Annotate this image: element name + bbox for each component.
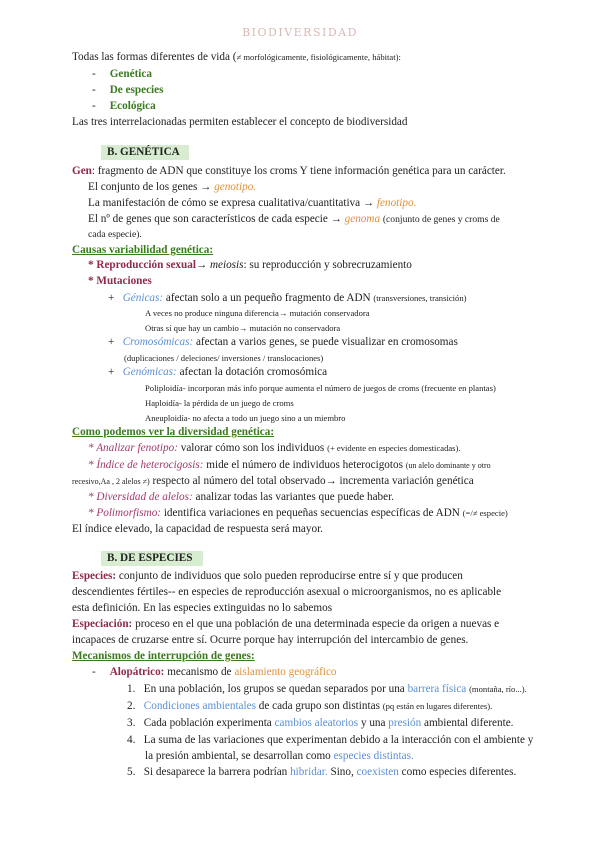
fenotipo-line: La manifestación de cómo se expresa cualitativa/cuantitativa → fenotipo. <box>88 197 417 209</box>
como-item: * Polimorfismo: identifica variaciones en pequeñas secuencias específicas de ADN (=/≠ especie) <box>88 507 508 519</box>
gen-definition: Gen: fragmento de ADN que constituye los croms Y tiene información genética para un carácter. <box>72 165 506 177</box>
especiacion-definition: Especiación: proceso en el que una población de una determinada especie da origen a nuevas e <box>72 618 500 630</box>
especies-definition-cont: esta definición. En las especies extinguidas no lo sabemos <box>72 602 333 614</box>
genomicas-line: + Genómicas: afectan la dotación cromosómica <box>108 366 328 378</box>
especies-definition-cont: descendientes fértiles-- en especies de reproducción asexual o microorganismos, no es aplicable <box>72 586 502 598</box>
step-item-cont: la presión ambiental, se desarrollan como especies distintas. <box>145 750 414 762</box>
reproduccion-line: * Reproducción sexual→ meiosis: su reproducción y sobrecruzamiento <box>88 259 412 271</box>
intro-closing: Las tres interrelacionadas permiten establecer el concepto de biodiversidad <box>72 116 408 128</box>
genetica-closing: El índice elevado, la capacidad de respuesta será mayor. <box>72 523 323 535</box>
mecanismos-heading: Mecanismos de interrupción de genes: <box>72 650 255 662</box>
especiacion-definition-cont: incapaces de cruzarse entre sí. Ocurre porque hay interrupción del intercambio de genes. <box>72 634 469 646</box>
section-heading-especies: B. DE ESPECIES <box>101 551 203 566</box>
genomicas-sub: Haploidía- la pérdida de un juego de croms <box>145 398 294 408</box>
cromosomicas-sub: (duplicaciones / deleciones/ inversiones / translocaciones) <box>124 353 324 363</box>
genoma-line-cont: cada especie). <box>88 229 142 240</box>
genomicas-sub: Aneuploidía- no afecta a todo un juego sino a un miembro <box>145 413 346 423</box>
especies-definition: Especies: conjunto de individuos que solo pueden reproducirse entre sí y que producen <box>72 570 463 582</box>
como-item-cont: recesivo,Aa , 2 alelos ≠) respecto al número del total observado→ incrementa variación genética <box>72 475 474 487</box>
como-item: * Diversidad de alelos: analizar todas las variantes que puede haber. <box>88 491 395 503</box>
cromosomicas-line: + Cromosómicas: afectan a varios genes, se puede visualizar en cromosomas <box>108 336 458 348</box>
como-item: * Analizar fenotipo: valorar cómo son los individuos (+ evidente en especies domesticadas). <box>88 442 461 454</box>
causas-heading: Causas variabilidad genética: <box>72 244 214 256</box>
intro-item: - Genética <box>92 68 152 80</box>
intro-item: - De especies <box>92 84 164 96</box>
alopatrico-line: - Alopátrico: mecanismo de aislamiento geográfico <box>92 666 337 678</box>
genicas-sub: Otras sí que hay un cambio→ mutación no conservadora <box>145 323 341 333</box>
intro-item: - Ecológica <box>92 100 156 112</box>
step-item: 5. Si desaparece la barrera podrían hibridar. Sino, coexisten como especies diferentes. <box>127 766 517 778</box>
genoma-line: El nº de genes que son característicos de cada especie → genoma (conjunto de genes y croms de <box>88 213 500 225</box>
mutaciones-heading: * Mutaciones <box>88 275 152 287</box>
genomicas-sub: Poliploidía- incorporan más info porque aumenta el número de juegos de croms (frecuente en plantas) <box>145 383 496 393</box>
step-item: 4. La suma de las variaciones que experimentan debido a la interacción con el ambiente y <box>127 734 534 746</box>
como-item: * Índice de heterocigosis: mide el número de individuos heterocigotos (un alelo dominante y otro <box>88 459 491 471</box>
intro-line: Todas las formas diferentes de vida (≠ morfológicamente, fisiológicamente, hábitat): <box>72 51 401 63</box>
step-item: 3. Cada población experimenta cambios aleatorios y una presión ambiental diferente. <box>127 717 514 729</box>
genicas-line: + Génicas: afectan solo a un pequeño fragmento de ADN (transversiones, transición) <box>108 292 467 304</box>
step-item: 1. En una población, los grupos se quedan separados por una barrera física (montaña, río...). <box>127 683 527 695</box>
como-heading: Como podemos ver la diversidad genética: <box>72 426 275 438</box>
step-item: 2. Condiciones ambientales de cada grupo son distintas (pq están en lugares diferentes). <box>127 700 493 712</box>
genotipo-line: El conjunto de los genes → genotipo. <box>88 181 257 193</box>
section-heading-genetica: B. GENÉTICA <box>101 145 189 160</box>
page-title: BIODIVERSIDAD <box>242 26 358 39</box>
genicas-sub: A veces no produce ninguna diferencia→ mutación conservadora <box>145 308 370 318</box>
